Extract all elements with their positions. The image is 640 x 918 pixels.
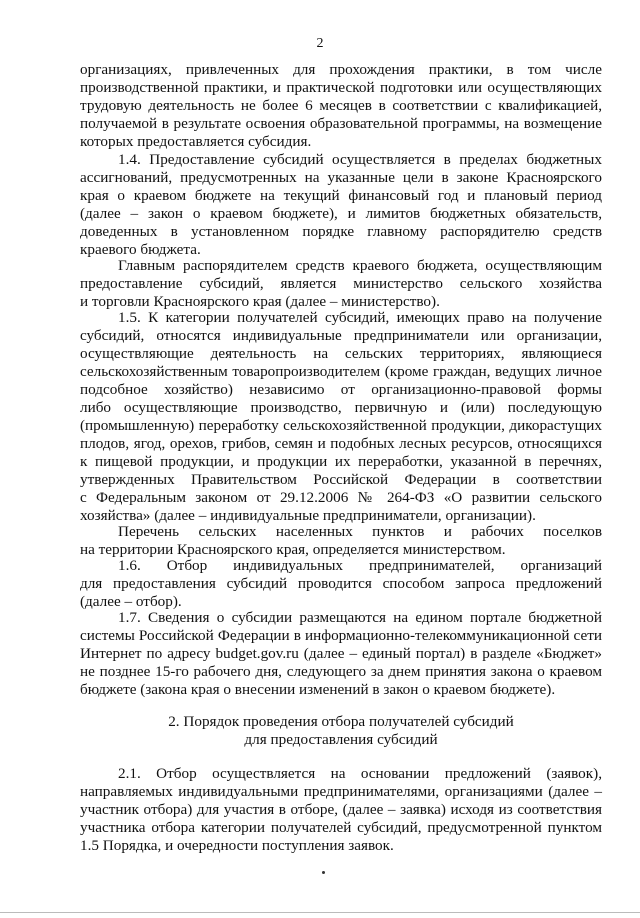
text-line: направляемых индивидуальными предпринимателями, организациями (далее – — [80, 783, 602, 800]
text-line: (далее – закон о краевом бюджете), и лимитов бюджетных обязательств, — [80, 205, 602, 222]
text-line: субсидий, относятся индивидуальные предприниматели или организации, — [80, 327, 602, 344]
text-line: либо осуществляющие производство, первичную и (или) последующую — [80, 399, 602, 416]
text-line: с Федеральным законом от 29.12.2006 № 264-ФЗ «О развитии сельского — [80, 489, 602, 506]
text-line: хозяйства» (далее – индивидуальные предприниматели, организации). — [80, 507, 536, 524]
text-line: бюджете (закона края о внесении изменений в закон о краевом бюджете). — [80, 681, 556, 698]
text-line: краевого бюджета. — [80, 241, 201, 258]
text-line: 2.1. Отбор осуществляется на основании предложений (заявок), — [118, 765, 602, 782]
text-line: участника отбора категории получателей субсидий, предусмотренной пунктом — [80, 819, 602, 836]
section-heading-line: для предоставления субсидий — [244, 731, 438, 748]
text-line: организациях, привлеченных для прохождения практики, в том числе — [80, 61, 602, 78]
text-line: трудовую деятельность не более 6 месяцев в соответствии с квалификацией, — [80, 97, 602, 114]
text-line: плодов, ягод, орехов, грибов, семян и подобных лесных ресурсов, относящихся — [80, 435, 602, 452]
text-line: Главным распорядителем средств краевого бюджета, осуществляющим — [118, 257, 602, 274]
text-line: доведенных в установленном порядке главному распорядителю средств — [80, 223, 602, 240]
text-line: Перечень сельских населенных пунктов и рабочих поселков — [118, 523, 602, 540]
text-line: 1.7. Сведения о субсидии размещаются на едином портале бюджетной — [118, 609, 602, 626]
text-line: для предоставления субсидий проводится способом запроса предложений — [80, 575, 602, 592]
text-line: Интернет по адресу budget.gov.ru (далее – единый портал) в разделе «Бюджет» — [80, 645, 602, 662]
page-number: 2 — [316, 36, 324, 51]
text-line: края о краевом бюджете на текущий финансовый год и плановый период — [80, 187, 602, 204]
text-line: системы Российской Федерации в информационно-телекоммуникационной сети — [80, 627, 602, 644]
text-line: 1.6. Отбор индивидуальных предпринимателей, организаций — [118, 557, 602, 574]
text-line: производственной практики, и практической подготовки или осуществляющих — [80, 79, 602, 96]
text-line: 1.5. К категории получателей субсидий, имеющих право на получение — [118, 309, 602, 326]
page-bottom-edge — [0, 912, 640, 913]
section-heading-line: 2. Порядок проведения отбора получателей субсидий — [168, 713, 514, 730]
text-line: (промышленную) переработку сельскохозяйственной продукции, дикорастущих — [80, 417, 602, 434]
scan-speck — [322, 871, 325, 874]
text-line: подсобное хозяйство) независимо от организационно-правовой формы — [80, 381, 602, 398]
text-line: 1.5 Порядка, и очередности поступления заявок. — [80, 837, 394, 854]
text-line: утвержденных Правительством Российской Федерации в соответствии — [80, 471, 602, 488]
text-line: (далее – отбор). — [80, 593, 182, 610]
text-line: предоставление субсидий, является министерство сельского хозяйства — [80, 275, 602, 292]
text-line: на территории Красноярского края, определяется министерством. — [80, 541, 506, 558]
text-line: получаемой в результате освоения образовательной программы, на возмещение — [80, 115, 602, 132]
text-line: сельскохозяйственным товаропроизводителем (кроме граждан, ведущих личное — [80, 363, 602, 380]
text-line: которых предоставляется субсидия. — [80, 133, 312, 150]
text-line: 1.4. Предоставление субсидий осуществляется в пределах бюджетных — [118, 151, 602, 168]
text-line: и торговли Красноярского края (далее – министерство). — [80, 293, 440, 310]
text-line: осуществляющие деятельность на сельских территориях, являющиеся — [80, 345, 602, 362]
text-line: не позднее 15-го рабочего дня, следующего за днем принятия закона о краевом — [80, 663, 602, 680]
text-line: участник отбора) для участия в отборе, (далее – заявка) исходя из соответствия — [80, 801, 602, 818]
text-line: ассигнований, предусмотренных на указанные цели в законе Красноярского — [80, 169, 602, 186]
text-line: к пищевой продукции, и продукции их переработки, указанной в перечнях, — [80, 453, 602, 470]
